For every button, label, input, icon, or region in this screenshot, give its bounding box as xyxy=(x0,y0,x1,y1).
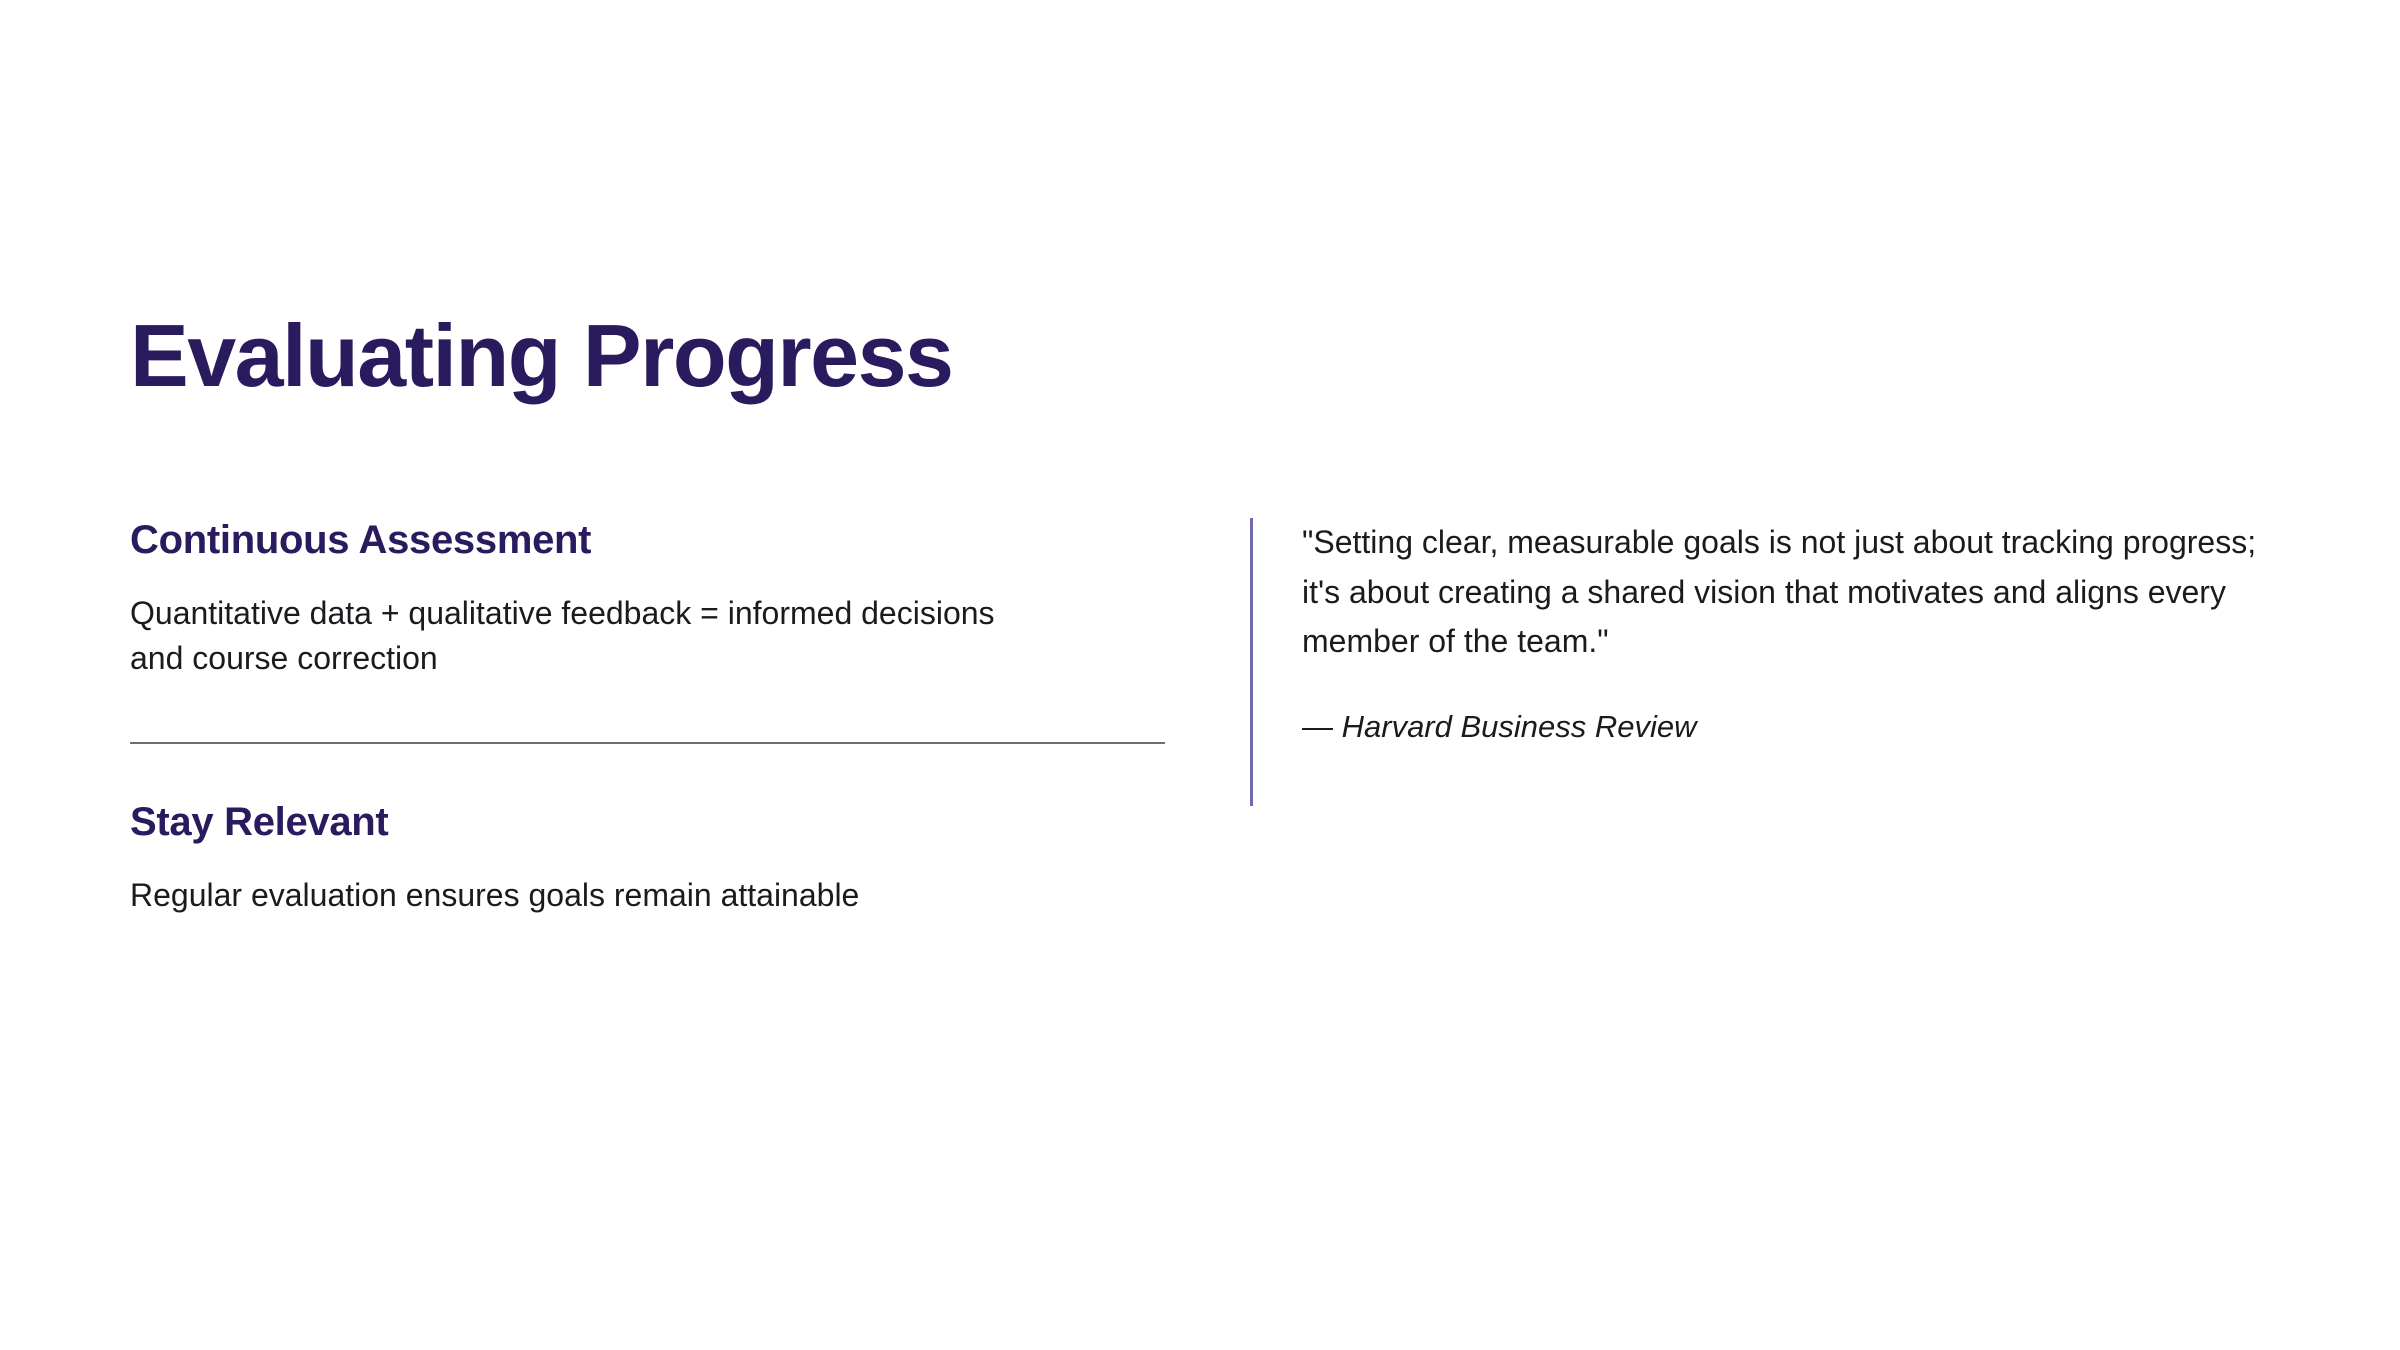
left-content-column xyxy=(130,518,1165,918)
quote-attribution: — Harvard Business Review xyxy=(1302,708,1697,744)
page-title: Evaluating Progress xyxy=(130,306,953,405)
content-block-stay-relevant xyxy=(130,800,1165,918)
quote-column xyxy=(1250,518,2260,745)
section-divider xyxy=(130,742,1165,744)
block-heading: Stay Relevant xyxy=(130,799,389,844)
block-heading: Continuous Assessment xyxy=(130,518,592,562)
quote-accent-rule xyxy=(1250,518,1253,806)
quote-text: "Setting clear, measurable goals is not just about tracking progress; it's about creating a shared vision that motivates and aligns every member of the team." xyxy=(1302,524,2257,660)
block-body: Quantitative data + qualitative feedback = informed decisions and course correction xyxy=(130,595,995,677)
content-block-continuous-assessment xyxy=(130,518,1165,682)
block-body: Regular evaluation ensures goals remain attainable xyxy=(130,876,860,913)
